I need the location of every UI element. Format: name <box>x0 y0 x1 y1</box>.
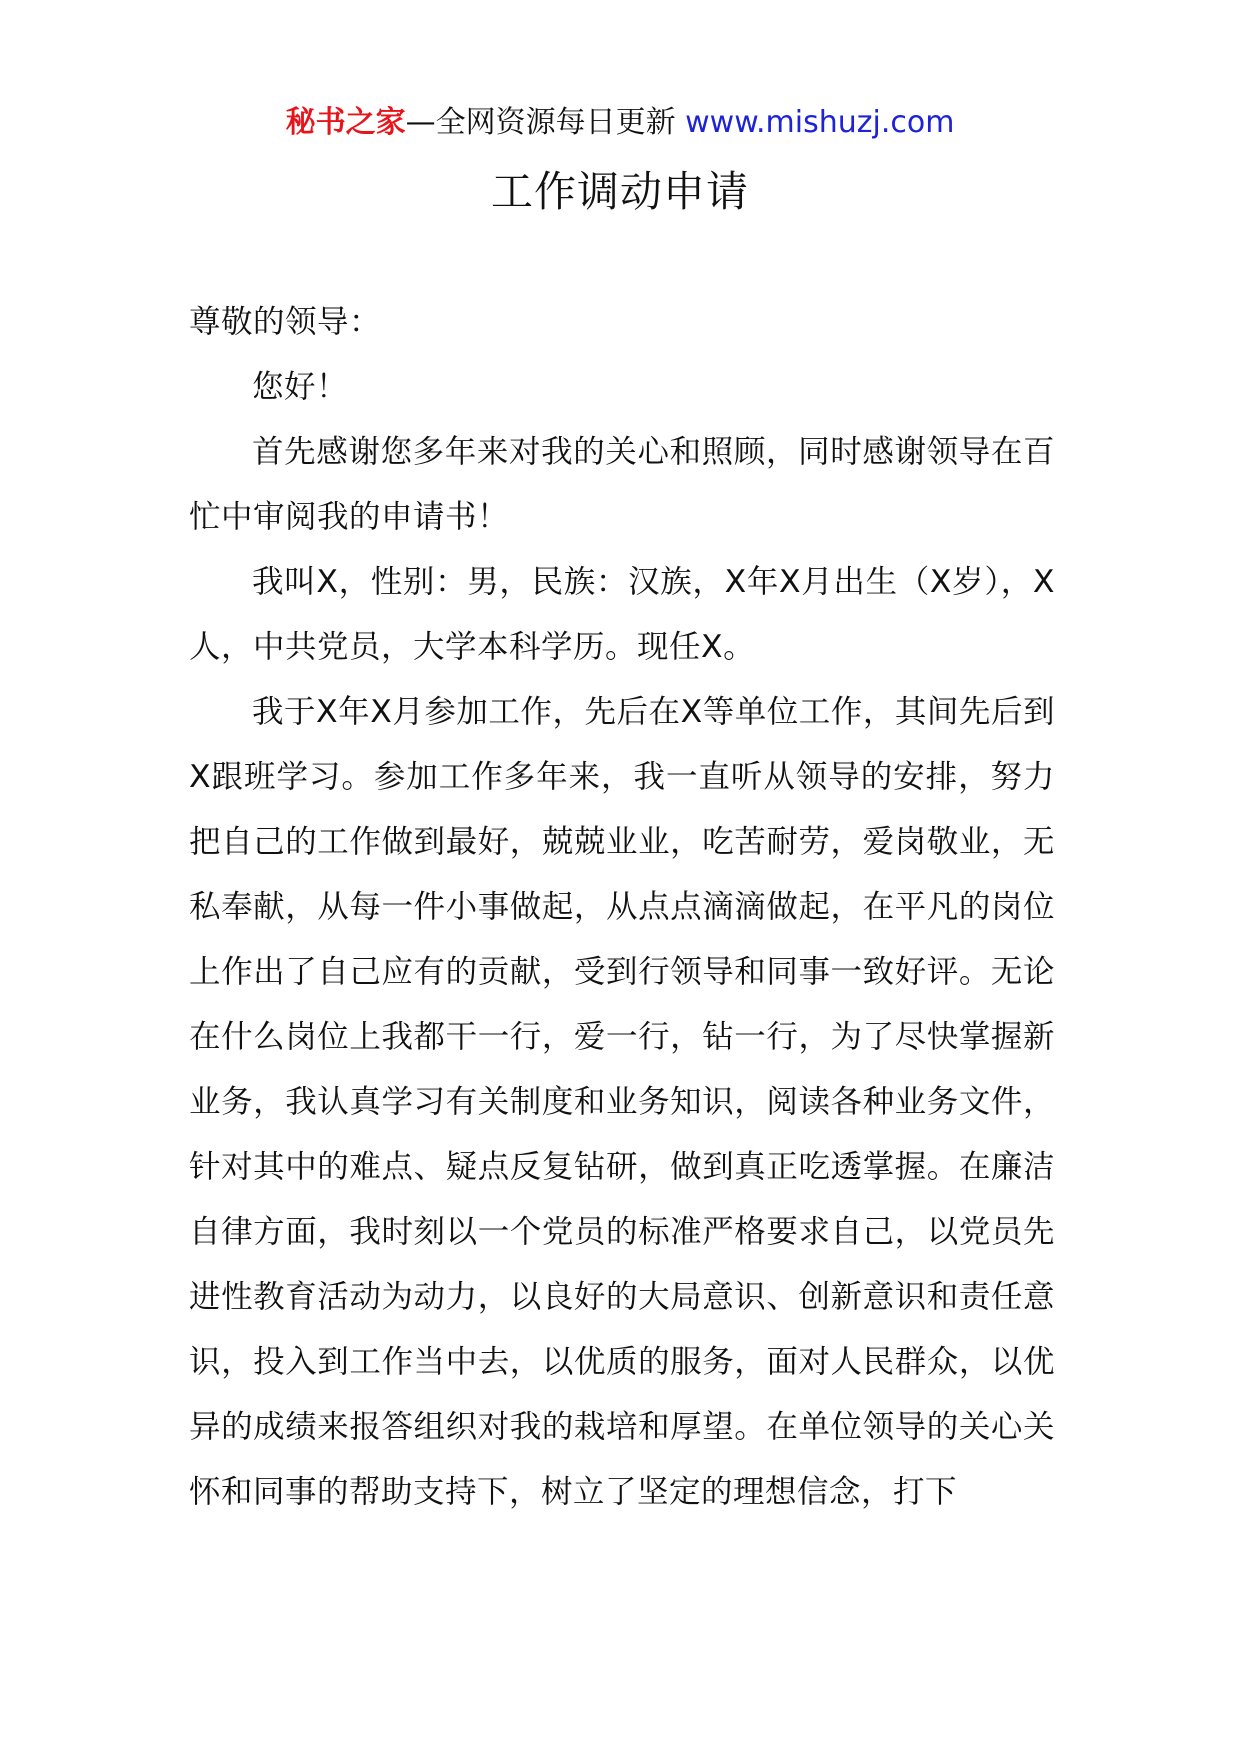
banner-tagline: —全网资源每日更新 <box>405 105 686 140</box>
site-url-link[interactable]: www.mishuzj.com <box>685 105 955 140</box>
paragraph: 我叫X，性别：男，民族：汉族，X年X月出生（X岁），X人，中共党员，大学本科学历。现任X。 <box>189 564 1055 665</box>
document-body <box>189 290 1055 1525</box>
brand-name: 秘书之家 <box>285 105 406 140</box>
paragraph: 我于X年X月参加工作，先后在X等单位工作，其间先后到X跟班学习。参加工作多年来，我一直听从领导的安排，努力把自己的工作做到最好，兢兢业业，吃苦耐劳，爱岗敬业，无私奉献，从每一件小事做起，从点点滴滴做起，在平凡的岗位上作出了自己应有的贡献，受到行领导和同事一致好评。无论在什么岗位上我都干一行，爱一行，钻一行，为了尽快掌握新业务，我认真学习有关制度和业务知识，阅读各种业务文件，针对其中的难点、疑点反复钻研，做到真正吃透掌握。在廉洁自律方面，我时刻以一个党员的标准严格要求自己，以党员先进性教育活动为动力，以良好的大局意识、创新意识和责任意识，投入到工作当中去，以优质的服务，面对人民群众，以优异的成绩来报答组织对我的栽培和厚望。在单位领导的关心关怀和同事的帮助支持下，树立了坚定的理想信念，打下 <box>189 694 1055 1510</box>
salutation: 尊敬的领导： <box>189 304 382 340</box>
paragraph: 首先感谢您多年来对我的关心和照顾，同时感谢领导在百忙中审阅我的申请书！ <box>189 434 1055 535</box>
greeting: 您好！ <box>252 369 349 405</box>
site-banner <box>0 101 1240 145</box>
document-title: 工作调动申请 <box>490 167 749 216</box>
